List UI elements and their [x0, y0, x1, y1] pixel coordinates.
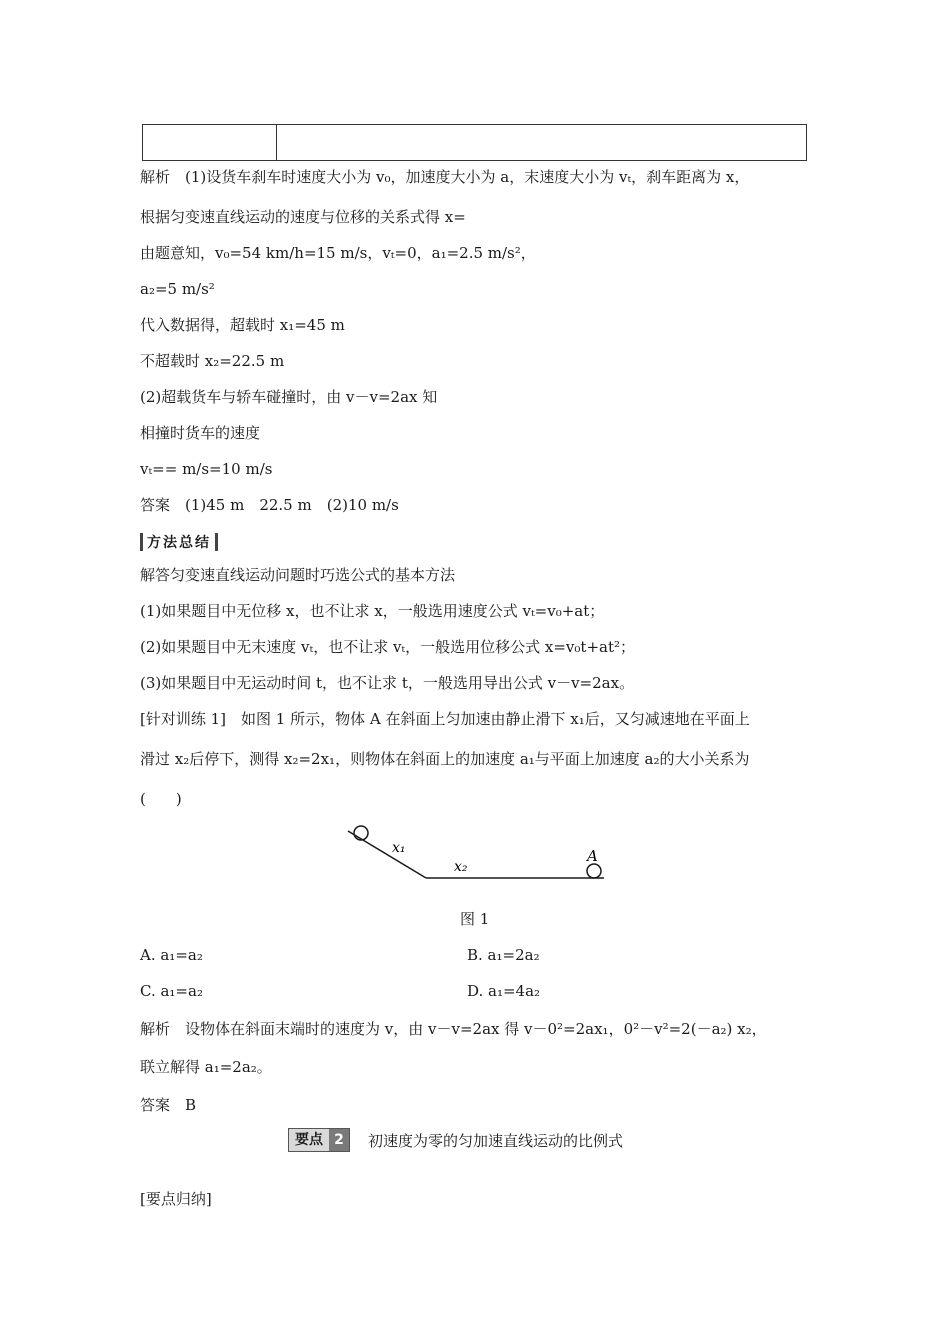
label-a: A	[587, 847, 598, 865]
analysis-line-2: 根据匀变速直线运动的速度与位移的关系式得 x=	[140, 208, 466, 226]
option-d: D. a₁=4a₂	[467, 982, 541, 1000]
method-point-1: (1)如果题目中无位移 x，也不让求 x，一般选用速度公式 vₜ=v₀+at；	[140, 602, 605, 620]
keypoint-label: 要点	[289, 1129, 329, 1151]
exercise-analysis-line-2: 联立解得 a₁=2a₂。	[140, 1058, 272, 1076]
keypoint-number: 2	[329, 1129, 349, 1151]
analysis-line-5: 代入数据得，超载时 x₁=45 m	[140, 316, 345, 334]
figure-caption: 图 1	[460, 910, 490, 928]
ball-top	[354, 826, 368, 840]
method-point-3: (3)如果题目中无运动时间 t，也不让求 t，一般选用导出公式 v－v=2ax。	[140, 674, 635, 692]
incline-line	[348, 831, 426, 878]
incline-figure	[340, 820, 620, 890]
option-b: B. a₁=2a₂	[467, 946, 540, 964]
analysis-line-7: (2)超载货车与轿车碰撞时，由 v－v=2ax 知	[140, 388, 438, 406]
table-divider	[276, 125, 277, 160]
label-x1: x₁	[392, 840, 406, 856]
analysis-line-8: 相撞时货车的速度	[140, 424, 261, 442]
table-remnant	[142, 124, 807, 161]
keypoint-header	[288, 1128, 623, 1152]
answer-line: 答案 (1)45 m 22.5 m (2)10 m/s	[140, 496, 399, 514]
summary-heading: [要点归纳]	[140, 1190, 212, 1208]
exercise-answer: 答案 B	[140, 1096, 197, 1114]
analysis-line-3: 由题意知，v₀=54 km/h=15 m/s，vₜ=0，a₁=2.5 m/s²，	[140, 244, 536, 262]
exercise-analysis-line-1: 解析 设物体在斜面末端时的速度为 v，由 v－v=2ax 得 v－0²=2ax₁，0²－v²=2(－a₂) x₂，	[140, 1020, 767, 1038]
label-x2: x₂	[454, 859, 468, 875]
keypoint-title: 初速度为零的匀加速直线运动的比例式	[368, 1131, 624, 1150]
exercise-question-line-1: [针对训练 1] 如图 1 所示，物体 A 在斜面上匀加速由静止滑下 x₁后，又匀减速地在平面上	[140, 710, 750, 728]
option-c: C. a₁=a₂	[140, 982, 203, 1000]
analysis-line-1: 解析 (1)设货车刹车时速度大小为 v₀，加速度大小为 a，末速度大小为 vₜ，刹车距离为 x，	[140, 168, 750, 186]
exercise-question-line-2: 滑过 x₂后停下，测得 x₂=2x₁，则物体在斜面上的加速度 a₁与平面上加速度 a₂的大小关系为	[140, 750, 750, 768]
method-summary-heading	[140, 532, 218, 552]
analysis-line-4: a₂=5 m/s²	[140, 280, 215, 298]
keypoint-badge	[288, 1128, 350, 1152]
analysis-line-9: vₜ== m/s=10 m/s	[140, 460, 273, 478]
exercise-blank: ( )	[140, 790, 182, 808]
analysis-line-6: 不超载时 x₂=22.5 m	[140, 352, 285, 370]
heading-bar-right	[215, 533, 218, 551]
method-point-2: (2)如果题目中无末速度 vₜ，也不让求 vₜ，一般选用位移公式 x=v₀t+at²；	[140, 638, 635, 656]
method-summary-title: 方法总结	[147, 535, 211, 551]
ball-a	[587, 864, 601, 878]
option-a: A. a₁=a₂	[140, 946, 203, 964]
method-intro: 解答匀变速直线运动问题时巧选公式的基本方法	[140, 566, 456, 584]
